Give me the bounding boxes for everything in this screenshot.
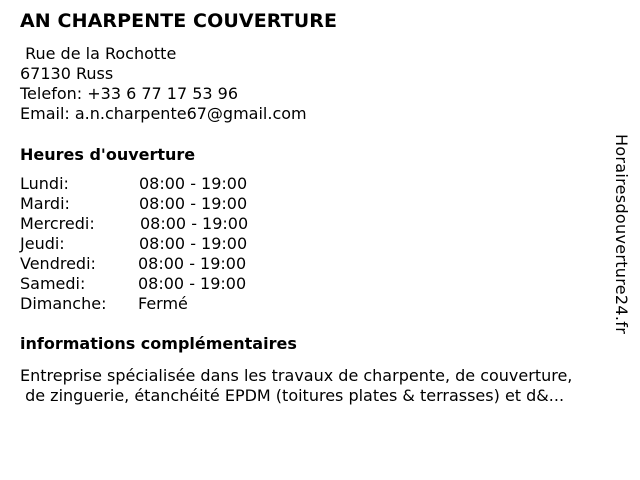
additional-info-line: de zinguerie, étanchéité EPDM (toitures plates & terrasses) et d&... (20, 386, 565, 405)
hours-time: 08:00 - 19:00 (139, 234, 248, 253)
hours-day: Vendredi: (20, 254, 96, 273)
hours-time: 08:00 - 19:00 (138, 254, 247, 273)
additional-info-title: informations complémentaires (20, 334, 297, 353)
additional-info-line: Entreprise spécialisée dans les travaux de charpente, de couverture, (20, 366, 573, 385)
city-address: 67130 Russ (20, 64, 114, 83)
hours-day: Jeudi: (20, 234, 65, 253)
hours-time: 08:00 - 19:00 (139, 174, 248, 193)
email-address: Email: a.n.charpente67@gmail.com (20, 104, 307, 123)
opening-hours-title: Heures d'ouverture (20, 145, 196, 164)
site-watermark: Horairesdouverture24.fr (612, 134, 631, 335)
hours-time: 08:00 - 19:00 (140, 214, 249, 233)
hours-time: Fermé (138, 294, 188, 313)
business-name: AN CHARPENTE COUVERTURE (20, 10, 338, 32)
phone-number: Telefon: +33 6 77 17 53 96 (20, 84, 239, 103)
hours-time: 08:00 - 19:00 (139, 194, 248, 213)
hours-day: Lundi: (20, 174, 69, 193)
hours-day: Dimanche: (20, 294, 107, 313)
hours-day: Mercredi: (20, 214, 95, 233)
hours-day: Samedi: (20, 274, 86, 293)
hours-time: 08:00 - 19:00 (138, 274, 247, 293)
hours-day: Mardi: (20, 194, 70, 213)
street-address: Rue de la Rochotte (20, 44, 177, 63)
